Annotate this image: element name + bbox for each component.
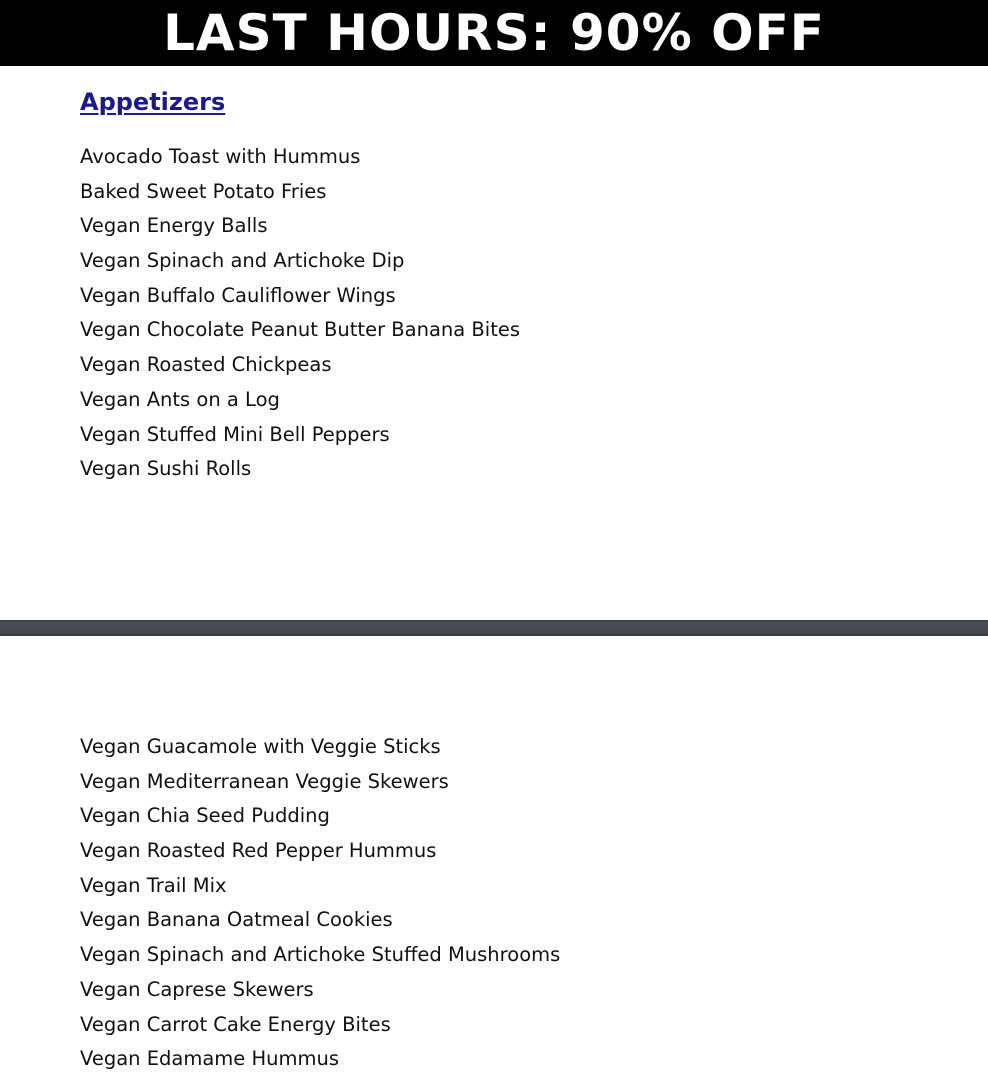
list-item: Avocado Toast with Hummus xyxy=(80,145,361,168)
document-page-top xyxy=(0,66,988,620)
list-item: Vegan Buffalo Cauliflower Wings xyxy=(80,283,396,307)
list-item: Vegan Energy Balls xyxy=(80,214,268,238)
list-item: Vegan Carrot Cake Energy Bites xyxy=(80,1012,391,1036)
list-item: Vegan Caprese Skewers xyxy=(80,977,314,1001)
section-heading-appetizers[interactable]: Appetizers xyxy=(80,88,226,116)
list-item: Vegan Spinach and Artichoke Stuffed Mushrooms xyxy=(80,943,561,967)
list-item: Vegan Trail Mix xyxy=(80,873,227,897)
page-divider xyxy=(0,620,988,636)
list-item: Vegan Banana Oatmeal Cookies xyxy=(80,908,393,932)
list-item: Vegan Sushi Rolls xyxy=(80,457,252,481)
list-item: Vegan Chocolate Peanut Butter Banana Bites xyxy=(80,318,521,342)
appetizer-list xyxy=(80,142,520,489)
list-item: Vegan Guacamole with Veggie Sticks xyxy=(80,735,441,758)
promo-banner xyxy=(0,0,988,66)
list-item: Vegan Roasted Red Pepper Hummus xyxy=(80,839,437,863)
list-item: Baked Sweet Potato Fries xyxy=(80,179,327,203)
promo-banner-text: LAST HOURS: 90% OFF xyxy=(163,4,825,62)
document-page-bottom xyxy=(0,636,988,1080)
appetizer-list-continued xyxy=(80,732,560,1079)
list-item: Vegan Mediterranean Veggie Skewers xyxy=(80,769,449,793)
list-item: Vegan Edamame Hummus xyxy=(80,1047,340,1071)
list-item: Vegan Stuffed Mini Bell Peppers xyxy=(80,422,390,446)
list-item: Vegan Roasted Chickpeas xyxy=(80,353,332,377)
list-item: Vegan Chia Seed Pudding xyxy=(80,804,330,828)
list-item: Vegan Ants on a Log xyxy=(80,387,280,411)
list-item: Vegan Spinach and Artichoke Dip xyxy=(80,249,405,273)
